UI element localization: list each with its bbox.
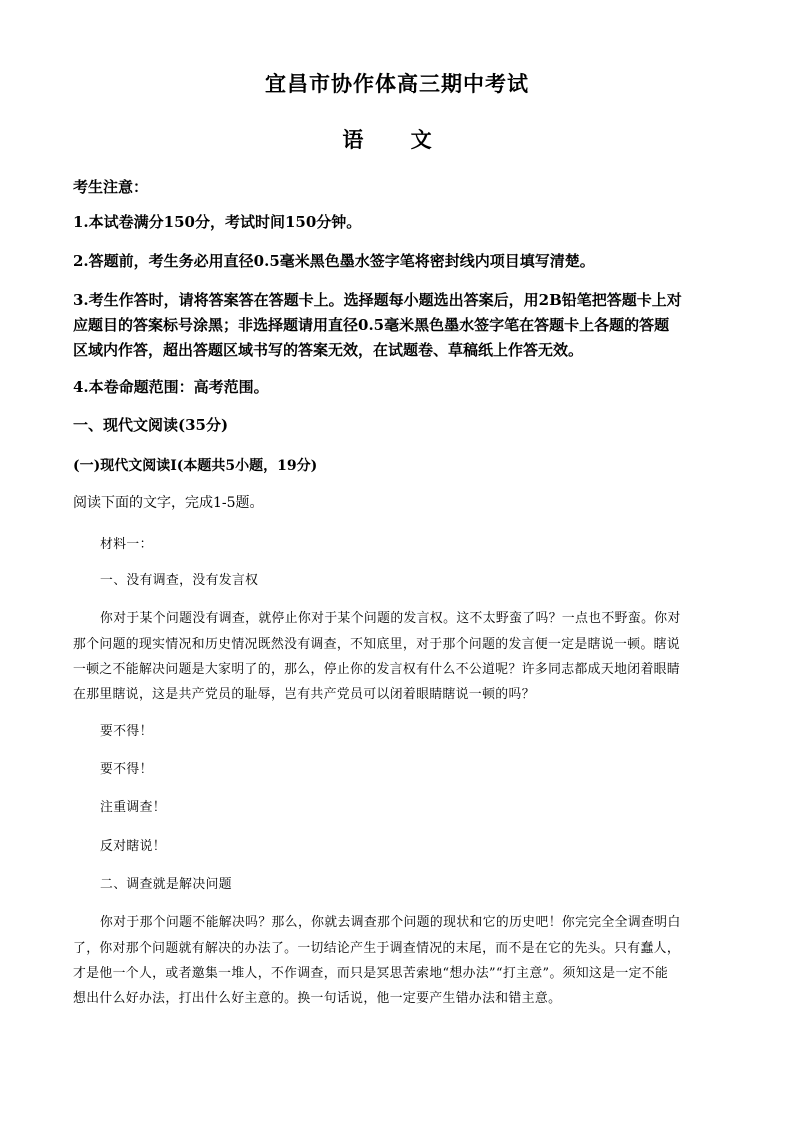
paragraph-line: 你对于某个问题没有调查，就停止你对于某个问题的发言权。这不太野蛮了吗？一点也不野蛮。你对 (100, 611, 681, 626)
notice-item: 区域内作答，超出答题区域书写的答案无效，在试题卷、草稿纸上作答无效。 (73, 341, 584, 359)
subject-title: 语 文 (342, 127, 452, 152)
notice-item: 4.本卷命题范围：高考范围。 (73, 378, 269, 396)
paragraph-line: 想出什么好办法，打出什么好主意的。换一句话说，他一定要产生错办法和错主意。 (73, 991, 562, 1006)
part-title: 一、没有调查，没有发言权 (100, 573, 259, 588)
paragraph-line: 你对于那个问题不能解决吗？那么，你就去调查那个问题的现状和它的历史吧！你完完全全调查明白 (100, 915, 681, 930)
section-heading: 一、现代文阅读(35分) (73, 416, 229, 434)
slogan: 要不得！ (100, 724, 153, 739)
part-title: 二、调查就是解决问题 (100, 877, 232, 892)
subsection-heading: (一)现代文阅读Ⅰ(本题共5小题，19分) (73, 458, 318, 474)
notice-item: 1.本试卷满分150分，考试时间150分钟。 (73, 213, 362, 231)
material-label: 材料一： (100, 537, 153, 552)
notice-item: 3.考生作答时，请将答案答在答题卡上。选择题每小题选出答案后，用2B铅笔把答题卡上对 (73, 291, 682, 309)
notice-heading: 考生注意： (73, 178, 149, 196)
paragraph-line: 了，你对那个问题就有解决的办法了。一切结论产生于调查情况的末尾，而不是在它的先头。只有蠢人， (73, 941, 681, 956)
exam-title: 宜昌市协作体高三期中考试 (265, 71, 529, 96)
slogan: 注重调查！ (100, 800, 166, 815)
notice-item: 2.答题前，考生务必用直径0.5毫米黑色墨水签字笔将密封线内项目填写清楚。 (73, 252, 595, 270)
reading-instruction: 阅读下面的文字，完成1-5题。 (73, 495, 264, 511)
paragraph-line: 一顿之不能解决问题是大家明了的，那么，停止你的发言权有什么不公道呢？许多同志都成天地闭着眼睛 (73, 662, 681, 677)
notice-item: 应题目的答案标号涂黑；非选择题请用直径0.5毫米黑色墨水签字笔在答题卡上各题的答题 (73, 316, 670, 334)
paragraph-line: 才是他一个人，或者邀集一堆人，不作调查，而只是冥思苦索地“想办法”“打主意”。须知这是一定不能 (73, 966, 669, 981)
slogan: 要不得！ (100, 762, 153, 777)
slogan: 反对瞎说！ (100, 839, 166, 854)
paragraph-line: 那个问题的现实情况和历史情况既然没有调查，不知底里，对于那个问题的发言便一定是瞎说一顿。瞎说 (73, 637, 681, 652)
paragraph-line: 在那里瞎说，这是共产党员的耻辱，岂有共产党员可以闭着眼睛瞎说一顿的吗？ (73, 687, 535, 702)
